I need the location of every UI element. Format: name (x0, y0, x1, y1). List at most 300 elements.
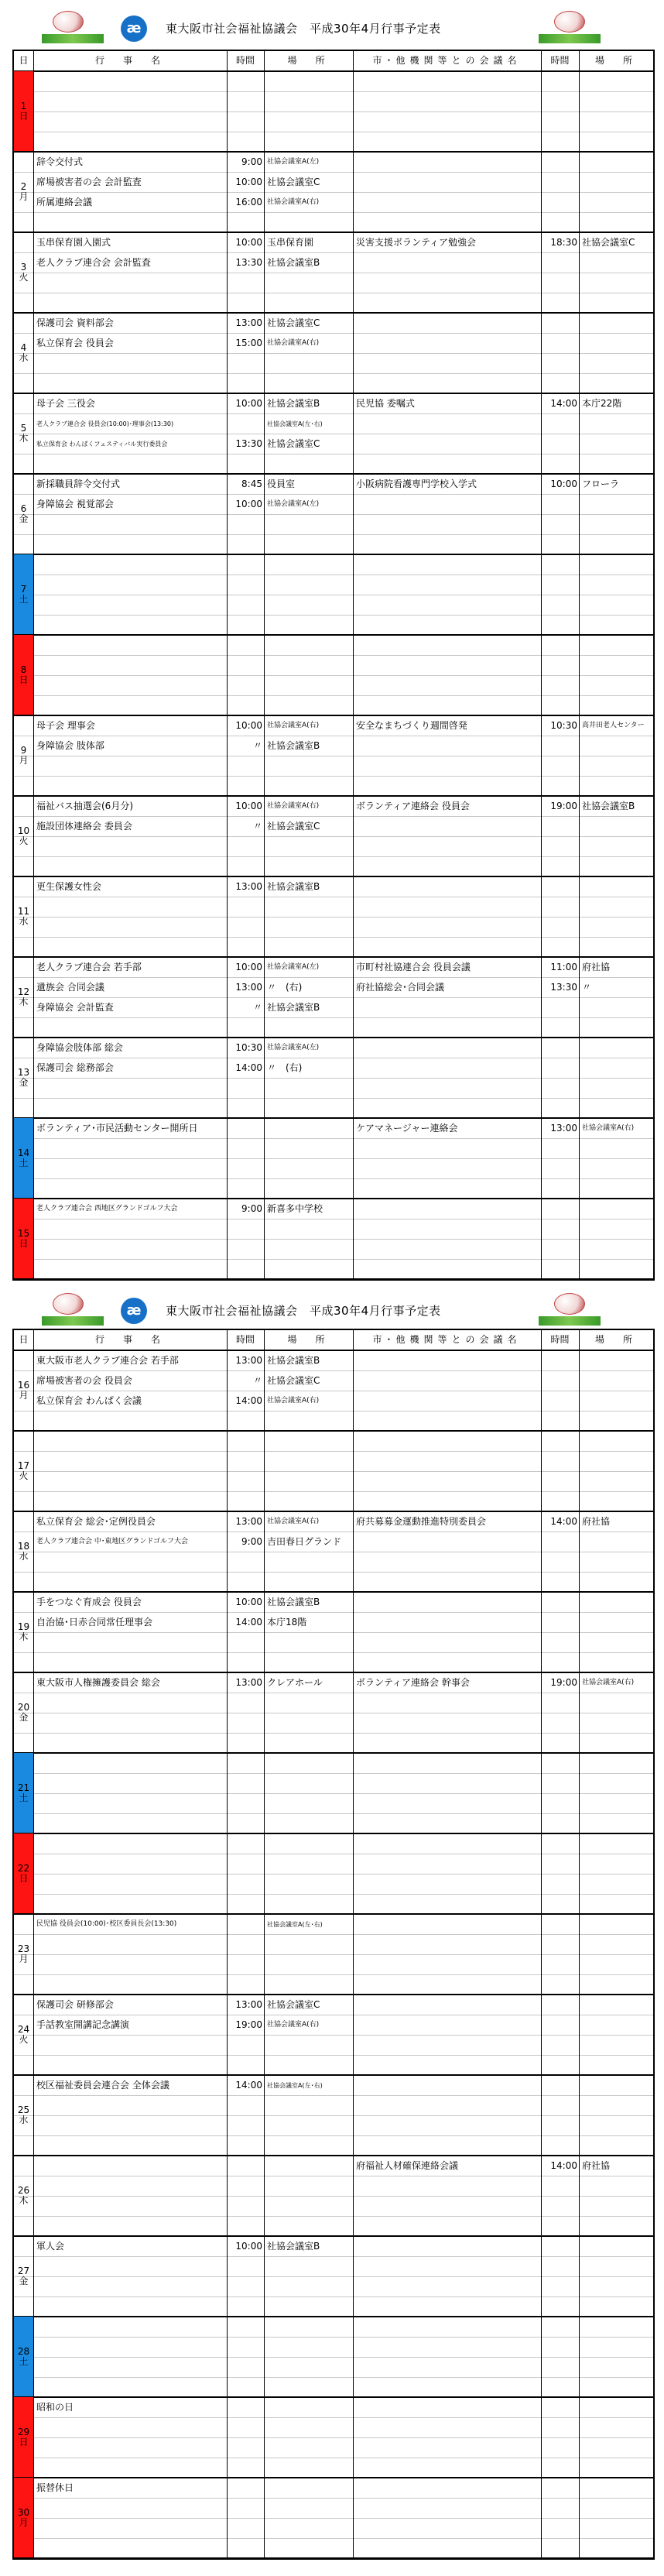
time-cell (227, 112, 264, 132)
table-row (14, 111, 653, 132)
time-cell (227, 656, 264, 675)
time-cell (227, 1552, 264, 1572)
table-row (14, 2518, 653, 2538)
table-row (14, 1350, 653, 1370)
time-cell (227, 636, 264, 655)
day-cell (14, 1038, 33, 1118)
place-cell: 社協会議室B (267, 1597, 320, 1607)
page-header (12, 6, 655, 43)
place-cell (264, 1875, 353, 1894)
day-of-week: 火 (19, 835, 29, 846)
place-cell (264, 2116, 353, 2135)
other-event-cell (353, 112, 541, 132)
time-cell: 13:30 (235, 438, 262, 449)
time-cell (227, 1875, 264, 1894)
event-cell (33, 1099, 227, 1118)
other-time-cell (541, 2277, 579, 2296)
event-cell (33, 1653, 227, 1672)
other-time-cell (541, 1754, 579, 1773)
day-cell (14, 796, 33, 876)
event-cell: 身障協会 肢体部 (36, 740, 104, 751)
day-number: 30 (17, 2506, 30, 2518)
day-cell (14, 393, 33, 474)
other-place-cell (579, 454, 653, 474)
place-cell (264, 837, 353, 856)
place-cell (264, 1139, 353, 1158)
time-cell (227, 2338, 264, 2357)
event-cell (33, 1240, 227, 1259)
place-cell (264, 1240, 353, 1259)
table-row (14, 2276, 653, 2296)
day-of-week: 月 (19, 1953, 29, 1964)
table-row (14, 2357, 653, 2377)
day-number: 4 (20, 341, 27, 353)
time-cell (227, 555, 264, 575)
place-cell: 社協会議室B (267, 257, 320, 268)
other-event-cell (353, 1391, 541, 1411)
other-place-cell (579, 1139, 653, 1158)
table-row (14, 957, 653, 977)
place-cell (264, 616, 353, 635)
event-cell (33, 293, 227, 313)
other-event-cell (353, 1492, 541, 1511)
time-cell (227, 676, 264, 695)
day-of-week: 水 (19, 915, 29, 927)
other-event-cell (353, 1935, 541, 1954)
other-time-cell (541, 2015, 579, 2035)
other-place-cell (579, 314, 653, 333)
event-cell: 私立保育会 わんぱくフェスティバル実行委員会 (36, 441, 168, 448)
other-event-cell (353, 1653, 541, 1672)
other-time-cell (541, 314, 579, 333)
day-number: 25 (17, 2104, 30, 2115)
event-cell: 席場被害者の会 会計監査 (36, 177, 142, 187)
day-of-week: 火 (19, 2033, 29, 2045)
time-cell (227, 2197, 264, 2216)
day-number: 21 (17, 1782, 30, 1793)
other-place-cell (579, 1935, 653, 1954)
other-event-cell (353, 132, 541, 152)
other-event-cell (353, 756, 541, 776)
other-time-cell (541, 2499, 579, 2518)
logo: æ (121, 15, 147, 42)
table-row (14, 1511, 653, 1532)
other-event-cell (353, 656, 541, 675)
table-row (14, 333, 653, 353)
time-cell (227, 2176, 264, 2196)
other-time-cell: 13:00 (550, 1123, 577, 1134)
other-time-cell: 18:30 (550, 237, 577, 248)
other-place-cell (579, 515, 653, 534)
place-cell: 社協会議室B (267, 398, 320, 409)
other-place-cell (579, 1613, 653, 1632)
time-cell (227, 2056, 264, 2075)
other-time-cell (541, 72, 579, 91)
table-row (14, 1672, 653, 1693)
place-cell: 社協会議室A(右) (267, 802, 320, 810)
other-event-cell (353, 897, 541, 917)
column-divider (227, 51, 228, 1279)
place-cell (264, 1219, 353, 1239)
other-event-cell (353, 555, 541, 575)
other-event-cell (353, 1854, 541, 1874)
table-row (14, 1038, 653, 1058)
other-event-cell (353, 837, 541, 856)
other-event-cell (353, 1432, 541, 1451)
page-header (12, 1288, 655, 1326)
table-row (14, 1592, 653, 1612)
other-place-cell: 府社協 (582, 1516, 611, 1527)
event-cell (33, 2136, 227, 2156)
other-event-cell (353, 334, 541, 353)
event-cell (33, 1875, 227, 1894)
other-time-cell (541, 1351, 579, 1370)
table-row (14, 172, 653, 192)
table-row (14, 2055, 653, 2075)
time-cell (227, 1240, 264, 1259)
other-place-cell (579, 2197, 653, 2216)
column-header-other_place: 場 所 (594, 1334, 637, 1345)
other-time-cell (541, 2317, 579, 2337)
other-place-cell (579, 1079, 653, 1098)
day-number: 26 (17, 2184, 30, 2196)
day-of-week: 日 (19, 1237, 29, 1249)
place-cell (264, 2478, 353, 2498)
other-event-cell (353, 213, 541, 232)
event-cell: 私立保育会 総会･定例役員会 (36, 1516, 156, 1527)
time-cell: 14:00 (235, 1062, 262, 1073)
other-event-cell (353, 1240, 541, 1259)
time-cell (227, 2036, 264, 2055)
time-cell (227, 918, 264, 937)
day-number: 1 (20, 100, 27, 111)
other-place-cell (579, 595, 653, 615)
other-place-cell (579, 1371, 653, 1391)
other-time-cell (541, 2458, 579, 2478)
column-divider (33, 51, 34, 1279)
day-divider (14, 1278, 653, 1279)
column-header-time: 時間 (235, 55, 255, 66)
other-event-cell (353, 535, 541, 554)
place-cell (264, 1573, 353, 1592)
other-event-cell (353, 1079, 541, 1098)
time-cell: 13:00 (235, 982, 262, 993)
other-time-cell (541, 857, 579, 876)
table-row (14, 474, 653, 494)
other-event-cell (353, 1532, 541, 1552)
place-cell: 社協会議室A(左･右) (267, 420, 323, 427)
other-time-cell (541, 756, 579, 776)
table-row (14, 1934, 653, 1954)
day-number: 27 (17, 2265, 30, 2276)
other-event-cell (353, 1774, 541, 1793)
other-place-cell (579, 2458, 653, 2478)
event-cell (33, 1713, 227, 1733)
time-cell (227, 1452, 264, 1471)
other-event-cell (353, 1975, 541, 1995)
other-event-cell (353, 2277, 541, 2296)
other-event-cell (353, 374, 541, 393)
column-divider (353, 51, 354, 1279)
place-cell (264, 535, 353, 554)
table-row (14, 876, 653, 897)
time-cell (227, 1955, 264, 1974)
other-time-cell (541, 2297, 579, 2317)
time-cell (227, 72, 264, 91)
column-divider (541, 51, 542, 1279)
day-cell (14, 1199, 33, 1279)
table-row (14, 1471, 653, 1491)
place-cell (264, 293, 353, 313)
place-cell (264, 1794, 353, 1813)
time-cell (227, 938, 264, 957)
other-time-cell (541, 273, 579, 293)
event-cell (33, 1814, 227, 1833)
other-place-cell (579, 1179, 653, 1199)
other-time-cell (541, 2136, 579, 2156)
event-cell (33, 2257, 227, 2276)
other-event-cell (353, 2438, 541, 2458)
day-cell (14, 2478, 33, 2558)
place-cell: 社協会議室A(左･右) (267, 1921, 323, 1928)
time-cell: 10:00 (235, 1597, 262, 1607)
table-row (14, 1753, 653, 1773)
day-cell (14, 313, 33, 393)
day-number: 7 (20, 583, 27, 595)
other-time-cell (541, 2116, 579, 2135)
event-cell (33, 756, 227, 776)
time-cell: 10:00 (235, 237, 262, 248)
time-cell (227, 2499, 264, 2518)
other-place-cell (579, 616, 653, 635)
time-cell: 10:00 (235, 720, 262, 731)
other-place-cell (579, 1995, 653, 2015)
other-time-cell (541, 1411, 579, 1431)
place-cell: 吉田春日グランド (267, 1536, 342, 1547)
other-place-cell (579, 1633, 653, 1652)
day-of-week: 金 (19, 1711, 29, 1723)
other-time-cell (541, 2438, 579, 2458)
other-place-cell (579, 1734, 653, 1753)
time-cell (227, 2519, 264, 2538)
other-time-cell: 19:00 (550, 801, 577, 811)
place-cell (264, 1633, 353, 1652)
other-place-cell (579, 2378, 653, 2397)
table-row (14, 2176, 653, 2196)
time-cell: 16:00 (235, 197, 262, 208)
event-cell: 身障協会 視覚部会 (36, 499, 114, 509)
column-divider (227, 1330, 228, 2558)
other-place-cell (579, 1573, 653, 1592)
other-time-cell (541, 656, 579, 675)
other-place-cell (579, 1492, 653, 1511)
place-cell: 社協会議室B (267, 740, 320, 751)
other-event-cell: 安全なまちづくり週間啓発 (356, 720, 467, 731)
other-event-cell (353, 696, 541, 715)
other-event-cell (353, 1219, 541, 1239)
other-event-cell (353, 1995, 541, 2015)
time-cell (227, 1099, 264, 1118)
time-cell (227, 2136, 264, 2156)
other-place-cell: フローラ (582, 478, 620, 489)
column-header-event: 行 事 名 (94, 1334, 165, 1345)
event-cell (33, 273, 227, 293)
column-header-other_time: 時間 (550, 55, 570, 66)
table-row (14, 575, 653, 595)
other-event-cell (353, 1955, 541, 1974)
table-row (14, 1773, 653, 1793)
place-cell (264, 2499, 353, 2518)
time-cell (227, 1018, 264, 1038)
day-number: 24 (17, 2023, 30, 2035)
other-event-cell (353, 2056, 541, 2075)
column-header-place: 場 所 (287, 1334, 330, 1345)
other-place-cell (579, 777, 653, 796)
other-place-cell (579, 2438, 653, 2458)
other-time-cell (541, 92, 579, 111)
other-time-cell (541, 1814, 579, 1833)
other-place-cell (579, 1875, 653, 1894)
other-place-cell (579, 1351, 653, 1370)
event-cell (33, 2458, 227, 2478)
table-row (14, 2377, 653, 2397)
other-event-cell (353, 777, 541, 796)
day-number: 16 (17, 1379, 30, 1391)
time-cell (227, 756, 264, 776)
day-cell (14, 1995, 33, 2075)
day-cell (14, 232, 33, 313)
other-place-cell (579, 1975, 653, 1995)
other-place-cell (579, 2217, 653, 2236)
place-cell (264, 1411, 353, 1431)
other-event-cell (353, 1613, 541, 1632)
event-cell (33, 575, 227, 595)
place-cell (264, 1432, 353, 1451)
other-place-cell (579, 998, 653, 1017)
place-cell (264, 1018, 353, 1038)
time-cell (227, 1854, 264, 1874)
time-cell: 10:00 (235, 398, 262, 409)
table-row (14, 2296, 653, 2317)
place-cell: 社協会議室A(右) (267, 1397, 320, 1405)
time-cell (227, 454, 264, 474)
time-cell (227, 273, 264, 293)
event-cell: 私立保育会 わんぱく会議 (36, 1395, 142, 1406)
place-cell (264, 777, 353, 796)
table-row (14, 1874, 653, 1894)
other-place-cell (579, 1552, 653, 1572)
day-number: 12 (17, 986, 30, 997)
other-place-cell (579, 273, 653, 293)
other-time-cell (541, 1633, 579, 1652)
other-place-cell (579, 92, 653, 111)
other-event-cell: 府福祉人材確保連絡会議 (356, 2160, 459, 2171)
place-cell (264, 1099, 353, 1118)
table-row (14, 2095, 653, 2115)
table-row (14, 856, 653, 876)
place-cell (264, 2056, 353, 2075)
place-cell (264, 1834, 353, 1854)
other-event-cell (353, 676, 541, 695)
place-cell (264, 2136, 353, 2156)
place-cell: 社協会議室A(右) (267, 722, 320, 729)
other-place-cell (579, 1058, 653, 1078)
place-cell: 〃 (右) (267, 1062, 303, 1073)
other-event-cell: ボランティア連絡会 幹事会 (356, 1677, 470, 1688)
time-cell (227, 2438, 264, 2458)
place-cell (264, 1895, 353, 1914)
time-cell (227, 535, 264, 554)
event-cell (33, 2176, 227, 2196)
time-cell (227, 857, 264, 876)
table-row (14, 1411, 653, 1431)
day-number: 19 (17, 1621, 30, 1632)
other-time-cell (541, 1552, 579, 1572)
event-cell: 手をつなぐ育成会 役員会 (36, 1597, 142, 1607)
other-event-cell (353, 2358, 541, 2377)
other-event-cell (353, 2418, 541, 2437)
other-place-cell (579, 1774, 653, 1793)
column-header-other_event: 市･他機関等との会議名 (372, 55, 522, 66)
table-row (14, 1612, 653, 1632)
table-row (14, 1078, 653, 1098)
table-row (14, 1854, 653, 1874)
event-cell (33, 1734, 227, 1753)
page-title: 東大阪市社会福祉協議会 平成30年4月行事予定表 (166, 1304, 441, 1318)
other-event-cell (353, 2317, 541, 2337)
place-cell (264, 2096, 353, 2115)
time-cell: 10:00 (235, 177, 262, 187)
other-place-cell (579, 676, 653, 695)
place-cell: 社協会議室C (267, 177, 320, 187)
time-cell (227, 2257, 264, 2276)
table-row (14, 635, 653, 655)
other-place-cell (579, 2338, 653, 2357)
day-number: 13 (17, 1066, 30, 1078)
event-cell (33, 777, 227, 796)
time-cell (227, 1119, 264, 1138)
table-row (14, 2317, 653, 2337)
day-cell (14, 1833, 33, 1914)
place-cell: 社協会議室A(左) (267, 500, 320, 508)
event-cell: 老人クラブ連合会 若手部 (36, 962, 142, 972)
other-event-cell: 府共募募金運動推進特別委員会 (356, 1516, 487, 1527)
other-time-cell (541, 2076, 579, 2095)
other-time-cell (541, 616, 579, 635)
other-place-cell (579, 656, 653, 675)
other-time-cell: 10:30 (550, 720, 577, 731)
time-cell (227, 1159, 264, 1178)
table-row (14, 1954, 653, 1974)
table-row (14, 776, 653, 796)
table-row (14, 1995, 653, 2015)
other-event-cell (353, 293, 541, 313)
other-time-cell: 13:30 (550, 982, 577, 993)
other-place-cell (579, 2036, 653, 2055)
column-header-day: 日 (19, 55, 29, 66)
other-event-cell (353, 454, 541, 474)
table-row (14, 1572, 653, 1592)
day-cell (14, 2075, 33, 2156)
place-cell: 社協会議室C (267, 1375, 320, 1386)
place-cell (264, 918, 353, 937)
place-cell: 社協会議室A(右) (267, 1518, 320, 1525)
other-place-cell: 社協会議室B (582, 801, 635, 811)
column-header-day: 日 (19, 1334, 29, 1345)
other-event-cell (353, 2096, 541, 2115)
place-cell (264, 213, 353, 232)
other-time-cell (541, 2176, 579, 2196)
